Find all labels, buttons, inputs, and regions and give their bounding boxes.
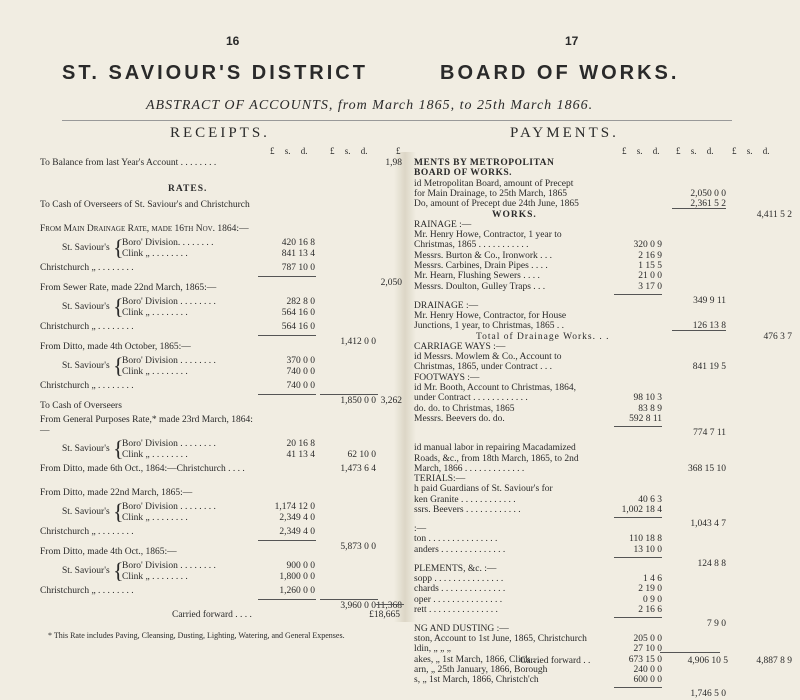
payment-item-amount: 3 17 0 <box>638 281 662 292</box>
payment-label: Messrs. Beevers do. do. <box>414 413 505 424</box>
payment-subtotal: 1,043 4 7 <box>690 519 726 529</box>
receipts-footnote: * This Rate includes Paving, Cleansing, Dusting, Lighting, Watering, and General Expenses. <box>48 631 345 640</box>
title-right: BOARD OF WORKS. <box>440 62 680 84</box>
receipt-total: 2,050 <box>380 278 402 288</box>
payment-subtotal: 124 8 8 <box>697 558 726 569</box>
brace-glyph: { <box>113 353 124 378</box>
payment-sum-rule <box>614 426 662 427</box>
receipt-label: St. Saviour's <box>62 243 110 253</box>
payment-sum-rule <box>672 330 726 331</box>
payment-item-amount: 1 15 5 <box>638 261 662 271</box>
receipt-label: From Main Drainage Rate, made 16th Nov. 1864:— <box>40 224 249 234</box>
payment-subtotal: 126 13 8 <box>692 321 726 332</box>
payment-sum-rule <box>614 517 662 518</box>
receipt-value: 841 13 4 <box>281 249 315 259</box>
payment-item-amount: 110 18 8 <box>629 534 662 545</box>
payment-item-amount: 98 10 3 <box>633 393 662 404</box>
title-left: ST. SAVIOUR'S DISTRICT <box>62 62 368 84</box>
payments-carried-forward-c: 4,887 8 9 <box>756 656 792 666</box>
receipt-value: 1,800 0 0 <box>279 572 315 582</box>
payment-label: id Messrs. Mowlem & Co., Account to <box>414 352 562 363</box>
payment-label: Christmas, 1865 . . . . . . . . . . . <box>414 240 529 251</box>
payment-label: Do, amount of Precept due 24th June, 1865 <box>414 199 579 210</box>
payment-label: s, „ 1st March, 1866, Christch'ch <box>414 675 539 686</box>
receipt-subtotal: 3,960 0 0 <box>340 601 376 611</box>
payment-item-amount: 1 4 6 <box>643 573 662 584</box>
payment-label: TERIALS:— <box>414 474 466 485</box>
payments-carried-forward-b: 4,906 10 5 <box>687 656 728 666</box>
receipt-value: 20 16 8 <box>286 439 315 449</box>
payments-heading: PAYMENTS. <box>510 125 619 141</box>
payment-label: ssrs. Beevers . . . . . . . . . . . . <box>414 505 521 515</box>
payment-item-amount: 205 0 0 <box>633 634 662 645</box>
payment-total: 4,411 5 2 <box>756 209 792 220</box>
receipt-subtotal: 1,473 6 4 <box>340 464 376 474</box>
payment-label: chards . . . . . . . . . . . . . . <box>414 584 506 595</box>
payment-label: Junctions, 1 year, to Christmas, 1865 . . <box>414 321 565 332</box>
receipt-label: St. Saviour's <box>62 507 110 517</box>
subtitle-lead: ABSTRACT OF ACCOUNTS, from <box>146 98 373 113</box>
payments-footer-rule <box>660 652 720 653</box>
payment-label: MENTS BY METROPOLITAN <box>414 158 555 168</box>
receipt-sublabel: Boro' Division . . . . . . . . <box>122 502 216 512</box>
receipt-sum-rule <box>258 394 316 395</box>
receipt-sublabel: Boro' Division . . . . . . . . <box>122 561 216 571</box>
payment-item-amount: 0 9 0 <box>643 594 662 605</box>
payment-label: Mr. Hearn, Flushing Sewers . . . . <box>414 271 540 282</box>
brace-glyph: { <box>113 499 124 524</box>
receipt-label: From Ditto, made 6th Oct., 1864:—Christchurch . . . . <box>40 464 245 474</box>
payment-sum-rule <box>614 687 662 688</box>
receipt-label: St. Saviour's <box>62 444 110 454</box>
receipts-carried-forward-value: £18,665 <box>369 610 400 620</box>
receipt-label: Christchurch „ . . . . . . . . <box>40 527 134 537</box>
receipt-value: 282 8 0 <box>286 297 315 307</box>
receipt-value: 740 0 0 <box>286 367 315 377</box>
payment-label: for Main Drainage, to 25th March, 1865 <box>414 188 568 199</box>
receipt-sum-rule <box>258 276 316 277</box>
payment-label: Total of Drainage Works. . . <box>476 331 610 342</box>
receipt-subtotal: 1,850 0 0 <box>340 396 376 406</box>
receipt-label: From Sewer Rate, made 22nd March, 1865:— <box>40 283 217 293</box>
receipt-value: 420 16 8 <box>281 238 315 248</box>
header-rule <box>62 120 732 121</box>
subtitle-to: to <box>455 98 477 113</box>
payments-col1-header: £ s. d. <box>622 146 660 156</box>
payment-label: Messrs. Carbines, Drain Pipes . . . . <box>414 261 548 271</box>
payment-label: Messrs. Burton & Co., Ironwork . . . <box>414 250 553 261</box>
receipt-sublabel: Boro' Division. . . . . . . . <box>122 238 214 248</box>
payment-subtotal: 349 9 11 <box>693 295 726 306</box>
payments-carried-forward-label: Carried forward . . <box>520 656 591 666</box>
receipt-sublabel: Clink „ . . . . . . . . <box>122 572 188 582</box>
receipt-value: 1,260 0 0 <box>279 586 315 596</box>
payment-label: March, 1866 . . . . . . . . . . . . . <box>414 463 525 474</box>
payment-item-amount: 592 8 11 <box>629 413 662 424</box>
payment-label: ldin, „ „ „ <box>414 644 451 655</box>
payment-label: Messrs. Doulton, Gulley Traps . . . <box>414 281 546 292</box>
payment-item-amount: 320 0 9 <box>633 240 662 251</box>
payment-total: 476 3 7 <box>763 331 792 342</box>
receipt-total: 1,98 <box>385 158 402 168</box>
payment-label: id Mr. Booth, Account to Christmas, 1864, <box>414 383 577 393</box>
page-number-right: 17 <box>565 34 579 48</box>
brace-glyph: { <box>113 294 124 319</box>
receipt-label: From Ditto, made 22nd March, 1865:— <box>40 488 193 498</box>
receipt-label: St. Saviour's <box>62 302 110 312</box>
receipt-value: 564 16 0 <box>281 322 315 332</box>
subtitle-date-from: March 1865, <box>372 98 456 113</box>
receipts-col2-header: £ s. d. <box>330 146 368 156</box>
payment-item-amount: 2 16 6 <box>638 604 662 615</box>
payment-label: anders . . . . . . . . . . . . . . <box>414 544 506 555</box>
payment-label: h paid Guardians of St. Saviour's for <box>414 484 553 495</box>
receipt-sublabel: Boro' Division . . . . . . . . <box>122 297 216 307</box>
payment-subtotal: 2,050 0 0 <box>690 188 726 199</box>
receipt-value: 370 0 0 <box>286 356 315 366</box>
payment-label: WORKS. <box>492 209 537 220</box>
receipt-value: 1,174 12 0 <box>274 502 315 512</box>
payment-subtotal: 2,361 5 2 <box>690 199 726 210</box>
receipt-sublabel: Clink „ . . . . . . . . <box>122 249 188 259</box>
receipt-sublabel: Clink „ . . . . . . . . <box>122 308 188 318</box>
receipt-label: To Balance from last Year's Account . . . . . . . . <box>40 158 217 168</box>
payment-sum-rule <box>614 617 662 618</box>
payment-sum-rule <box>614 294 662 295</box>
receipt-label: St. Saviour's <box>62 361 110 371</box>
receipt-value: 2,349 4 0 <box>279 513 315 523</box>
payment-label: arn, „ 25th January, 1866, Borough <box>414 665 548 675</box>
payment-label: Mr. Henry Howe, Contractor, 1 year to <box>414 230 562 241</box>
receipt-sum-rule <box>258 540 316 541</box>
receipt-value: 787 10 0 <box>281 263 315 273</box>
payment-label: oper . . . . . . . . . . . . . . . <box>414 594 503 605</box>
payment-label: ton . . . . . . . . . . . . . . . <box>414 534 498 545</box>
payment-item-amount: 600 0 0 <box>633 675 662 686</box>
brace-glyph: { <box>113 558 124 583</box>
payment-label: :— <box>414 524 427 534</box>
receipt-value: 564 16 0 <box>281 308 315 318</box>
payments-col3-header: £ s. d. <box>732 146 770 156</box>
payment-label: BOARD OF WORKS. <box>414 168 513 179</box>
receipt-section-title: RATES. <box>168 184 208 194</box>
receipt-label: Christchurch „ . . . . . . . . <box>40 263 134 273</box>
payment-label: RAINAGE :— <box>414 219 472 230</box>
receipt-label: St. Saviour's <box>62 566 110 576</box>
payment-label: ken Granite . . . . . . . . . . . . <box>414 494 516 505</box>
receipt-sublabel: Boro' Division . . . . . . . . <box>122 356 216 366</box>
receipt-total: 11,368 <box>376 601 402 611</box>
subtitle <box>146 98 593 114</box>
payment-label: under Contract . . . . . . . . . . . . <box>414 393 528 404</box>
receipt-label: From General Purposes Rate,* made 23rd March, 1864:— <box>40 415 253 436</box>
payment-label: sopp . . . . . . . . . . . . . . . <box>414 573 504 584</box>
payment-item-amount: 1,002 18 4 <box>621 505 662 515</box>
payment-item-amount: 83 8 9 <box>638 403 662 414</box>
payment-label: NG AND DUSTING :— <box>414 623 509 634</box>
payment-item-amount: 21 0 0 <box>638 271 662 282</box>
page-gutter-shadow <box>394 152 416 622</box>
payment-item-amount: 13 10 0 <box>633 544 662 555</box>
payment-label: do. do. to Christmas, 1865 <box>414 403 515 414</box>
payment-item-amount: 40 6 3 <box>638 494 662 505</box>
receipt-value: 2,349 4 0 <box>279 527 315 537</box>
payments-col2-header: £ s. d. <box>676 146 714 156</box>
receipt-label: To Cash of Overseers <box>40 401 122 411</box>
payment-label: id manual labor in repairing Macadamized <box>414 443 576 454</box>
subtitle-date-to: 25th March 1866. <box>476 98 594 113</box>
receipt-subtotal: 1,412 0 0 <box>340 337 376 347</box>
receipt-sublabel: Clink „ . . . . . . . . <box>122 513 188 523</box>
payment-sum-rule <box>614 557 662 558</box>
receipt-label: Christchurch „ . . . . . . . . <box>40 322 134 332</box>
receipt-value: 740 0 0 <box>286 381 315 391</box>
payment-item-amount: 673 15 0 <box>628 654 662 665</box>
payment-label: ston, Account to 1st June, 1865, Christchurch <box>414 634 587 645</box>
receipt-sublabel: Clink „ . . . . . . . . <box>122 450 188 460</box>
receipts-heading: RECEIPTS. <box>170 125 270 141</box>
receipt-total: 3,262 <box>380 396 402 406</box>
payment-item-amount: 27 10 0 <box>633 644 662 655</box>
receipt-label: Christchurch „ . . . . . . . . <box>40 586 134 596</box>
payment-subtotal: 774 7 11 <box>693 427 726 438</box>
payment-label: Mr. Henry Howe, Contractor, for House <box>414 310 567 321</box>
receipt-sum-rule <box>320 394 378 395</box>
payment-sum-rule <box>672 208 726 209</box>
payment-label: FOOTWAYS :— <box>414 372 480 383</box>
payment-subtotal: 7 9 0 <box>707 618 726 629</box>
receipt-label: From Ditto, made 4th Oct., 1865:— <box>40 547 177 557</box>
receipt-sublabel: Clink „ . . . . . . . . <box>122 367 188 377</box>
payment-item-amount: 2 16 9 <box>638 250 662 261</box>
receipts-total-rule <box>376 604 404 605</box>
page-number-left: 16 <box>226 34 240 48</box>
payment-label: id Metropolitan Board, amount of Precept <box>414 178 574 189</box>
receipt-value: 900 0 0 <box>286 561 315 571</box>
payment-label: PLEMENTS, &c. :— <box>414 563 497 574</box>
payment-subtotal: 368 15 10 <box>688 463 726 474</box>
receipts-carried-forward-label: Carried forward . . . . <box>172 610 252 620</box>
payment-item-amount: 2 19 0 <box>638 584 662 595</box>
receipt-sum-rule <box>320 599 378 600</box>
receipt-label: Christchurch „ . . . . . . . . <box>40 381 134 391</box>
payment-label: rett . . . . . . . . . . . . . . . <box>414 604 498 615</box>
payment-item-amount: 240 0 0 <box>633 665 662 675</box>
receipts-col1-header: £ s. d. <box>270 146 308 156</box>
receipt-label: To Cash of Overseers of St. Saviour's and Christchurch <box>40 200 250 210</box>
receipt-subtotal: 62 10 0 <box>347 450 376 460</box>
brace-glyph: { <box>113 235 124 260</box>
receipts-col3-header: £ <box>396 146 401 156</box>
brace-glyph: { <box>113 436 124 461</box>
payment-label: CARRIAGE WAYS :— <box>414 341 506 352</box>
receipt-subtotal: 5,873 0 0 <box>340 542 376 552</box>
payment-subtotal: 841 19 5 <box>692 362 726 373</box>
receipt-label: From Ditto, made 4th October, 1865:— <box>40 342 191 352</box>
receipt-sum-rule <box>258 335 316 336</box>
payment-subtotal: 1,746 5 0 <box>690 689 726 700</box>
receipt-value: 41 13 4 <box>286 450 315 460</box>
payment-label: DRAINAGE :— <box>414 300 479 311</box>
payment-label: Christmas, 1865, under Contract . . . <box>414 362 552 373</box>
payment-label: Roads, &c., from 18th March, 1865, to 2nd <box>414 453 579 464</box>
receipt-sublabel: Boro' Division . . . . . . . . <box>122 439 216 449</box>
receipt-sum-rule <box>258 599 316 600</box>
payment-label: akes, „ 1st March, 1866, Clink . . <box>414 654 540 665</box>
